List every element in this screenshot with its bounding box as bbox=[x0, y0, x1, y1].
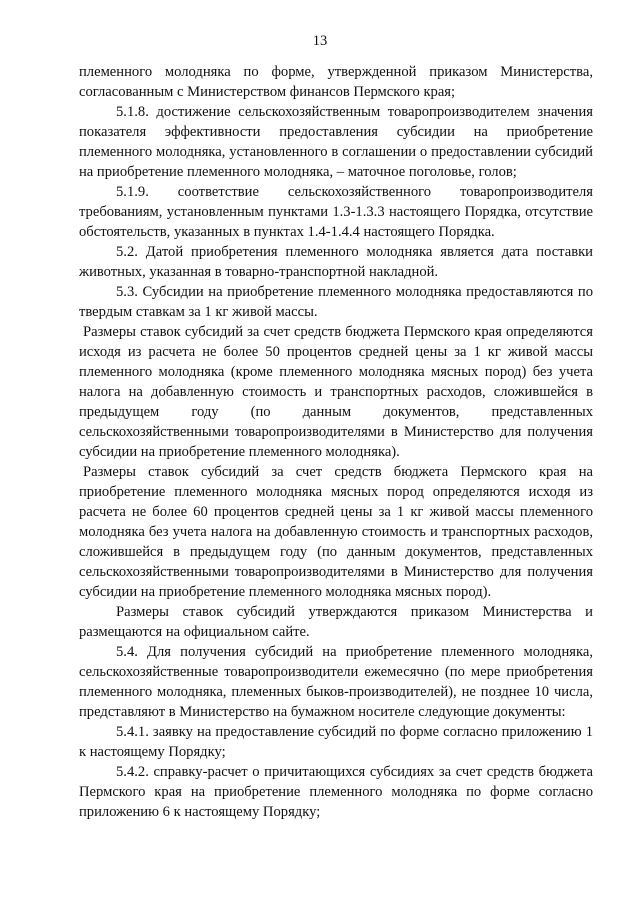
page-number: 13 bbox=[312, 33, 328, 49]
paragraph-5-4: 5.4. Для получения субсидий на приобретение племенного молодняка, сельскохозяйственные товаропроизводители ежемесячно (по мере приобретения племенного молодняка, племенных быков-производителей), не позднее 10 числа, представляют в Министерство на бумажном носителе следующие документы: bbox=[79, 644, 593, 720]
paragraph-rates-general: Размеры ставок субсидий за счет средств бюджета Пермского края определяются исходя из расчета не более 50 процентов средней цены за 1 кг живой массы племенного молодняка (кроме племенного молодняка мясных пород) без учета налога на добавленную стоимость и транспортных расходов, сложившейся в предыдущем году (по данным документов, представленных сельскохозяйственными товаропроизводителями в Министерство для получения субсидии на приобретение племенного молодняка). bbox=[79, 324, 593, 460]
paragraph-5-4-1: 5.4.1. заявку на предоставление субсидий по форме согласно приложению 1 к настоящему Порядку; bbox=[79, 724, 593, 760]
paragraph-5-1-8: 5.1.8. достижение сельскохозяйственным товаропроизводителем значения показателя эффективности предоставления субсидии на приобретение племенного молодняка, установленного в соглашении о предоставлении субсидий на приобретение племенного молодняка, – маточное поголовье, голов; bbox=[79, 104, 593, 180]
paragraph-rates-meat-breeds: Размеры ставок субсидий за счет средств бюджета Пермского края на приобретение племенного молодняка мясных пород определяются исходя из расчета не более 60 процентов средней цены за 1 кг живой массы племенного молодняка без учета налога на добавленную стоимость и транспортных расходов, сложившейся в предыдущем году (по данным документов, представленных сельскохозяйственными товаропроизводителями в Министерство для получения субсидии на приобретение племенного молодняка мясных пород). bbox=[79, 464, 593, 600]
document-body bbox=[79, 62, 593, 822]
paragraph: племенного молодняка по форме, утвержденной приказом Министерства, согласованным с Министерством финансов Пермского края; bbox=[79, 64, 593, 100]
paragraph-5-2: 5.2. Датой приобретения племенного молодняка является дата поставки животных, указанная в товарно-транспортной накладной. bbox=[79, 244, 593, 280]
paragraph-5-1-9: 5.1.9. соответствие сельскохозяйственного товаропроизводителя требованиям, установленным пунктами 1.3-1.3.3 настоящего Порядка, отсутствие обстоятельств, указанных в пунктах 1.4-1.4.4 настоящего Порядка. bbox=[79, 184, 593, 240]
paragraph-rates-approval: Размеры ставок субсидий утверждаются приказом Министерства и размещаются на официальном сайте. bbox=[79, 604, 593, 640]
paragraph-5-3: 5.3. Субсидии на приобретение племенного молодняка предоставляются по твердым ставкам за 1 кг живой массы. bbox=[79, 284, 593, 320]
paragraph-5-4-2: 5.4.2. справку-расчет о причитающихся субсидиях за счет средств бюджета Пермского края на приобретение племенного молодняка по форме согласно приложению 6 к настоящему Порядку; bbox=[79, 764, 593, 820]
